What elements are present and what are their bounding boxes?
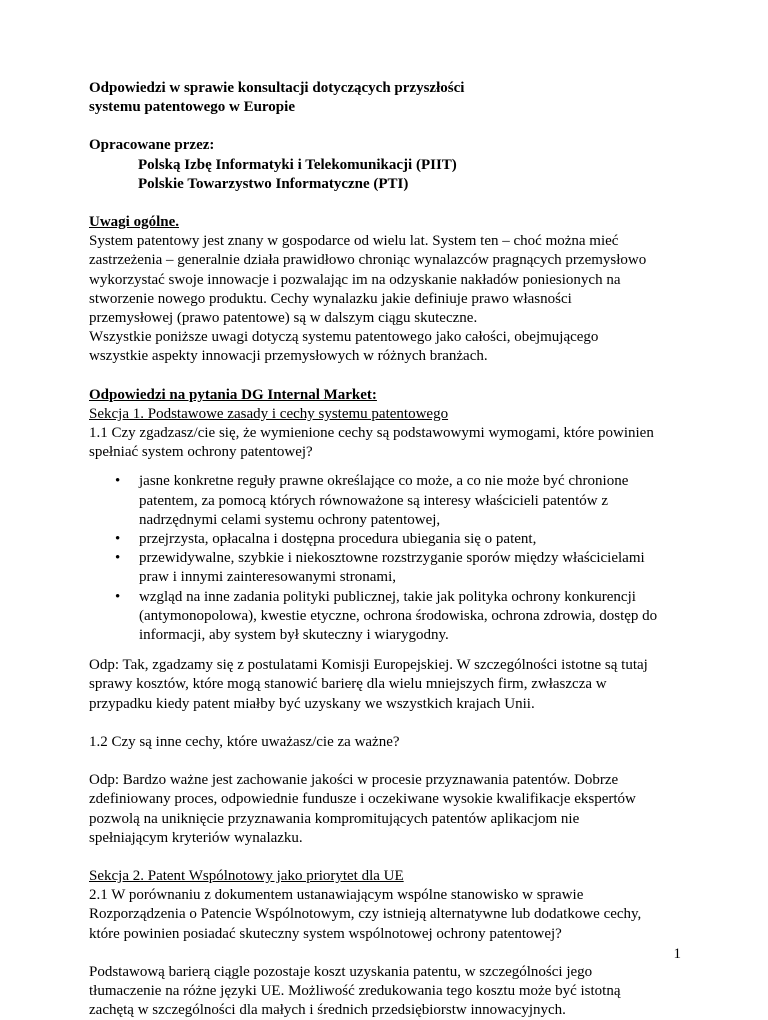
spacer bbox=[89, 714, 689, 733]
text-line: Wszystkie poniższe uwagi dotyczą systemu patentowego jako całości, obejmującego bbox=[89, 329, 599, 346]
question-1-1 bbox=[89, 424, 689, 462]
general-remarks-paragraph bbox=[89, 232, 689, 366]
text-line: spełniać system ochrony patentowej? bbox=[89, 444, 313, 461]
prepared-by-org-pti: Polskie Towarzystwo Informatyczne (PTI) bbox=[138, 175, 409, 192]
text-line: wszystkie aspekty innowacji przemysłowych w różnych branżach. bbox=[89, 348, 488, 365]
question-2-1 bbox=[89, 886, 689, 944]
text-line: zachętą w szczególności dla małych i średnich przedsiębiorstw innowacyjnych. bbox=[89, 1002, 566, 1019]
general-remarks-heading: Uwagi ogólne. bbox=[89, 214, 179, 231]
text-line: System patentowy jest znany w gospodarce od wielu lat. System ten – choć można mieć bbox=[89, 233, 619, 250]
text-line: przypadku kiedy patent miałby być uzyskany we wszystkich krajach Unii. bbox=[89, 695, 535, 712]
spacer bbox=[89, 194, 689, 213]
text-line: 2.1 W porównaniu z dokumentem ustanawiającym wspólne stanowisko w sprawie bbox=[89, 887, 584, 904]
text-line: które powinien posiadać skuteczny system wspólnotowej ochrony patentowej? bbox=[89, 925, 562, 942]
text-line: wykorzystać swoje innowacje i pozwalając im na odzyskanie nakładów poniesionych na bbox=[89, 271, 621, 288]
spacer bbox=[89, 752, 689, 771]
document-body bbox=[89, 79, 689, 1020]
list-item bbox=[89, 472, 689, 530]
text-line: Rozporządzenia o Patencie Wspólnotowym, czy istnieją alternatywne lub dodatkowe cechy, bbox=[89, 906, 642, 923]
text-line: • wzgląd na inne zadania polityki publicznej, takie jak polityka ochrony konkurencji bbox=[139, 588, 636, 605]
prepared-by-org-piit: Polską Izbę Informatyki i Telekomunikacji (PIIT) bbox=[138, 156, 457, 173]
text-line: tłumaczenie na różne języki UE. Możliwość zredukowania tego kosztu może być istotną bbox=[89, 982, 621, 999]
page-number: 1 bbox=[673, 946, 681, 962]
text-line: przemysłowej (prawo patentowe) są w dalszym ciągu skuteczne. bbox=[89, 310, 478, 327]
text-line: zastrzeżenia – generalnie działa prawidłowo chroniąc wynalazców pragnących przemysłowo bbox=[89, 252, 647, 269]
answer-1-2 bbox=[89, 771, 689, 848]
text-line: 1.1 Czy zgadzasz/cie się, że wymienione cechy są podstawowymi wymogami, które powinien bbox=[89, 425, 654, 442]
text-line: praw i innymi zainteresowanymi stronami, bbox=[139, 569, 397, 586]
text-line: patentem, za pomocą których równoważone są interesy właścicieli patentów z bbox=[139, 492, 608, 509]
prepared-by-label: Opracowane przez: bbox=[89, 137, 215, 154]
text-line: • przewidywalne, szybkie i niekosztowne rozstrzyganie sporów między właścicielami bbox=[139, 550, 645, 567]
document-title-line-1: Odpowiedzi w sprawie konsultacji dotyczących przyszłości bbox=[89, 80, 465, 96]
section-2-title: Sekcja 2. Patent Wspólnotowy jako priorytet dla UE bbox=[89, 867, 404, 884]
document-title-line-2: systemu patentowego w Europie bbox=[89, 99, 295, 116]
text-line: sprawy kosztów, które mogą stanowić barierę dla wielu mniejszych firm, zwłaszcza w bbox=[89, 676, 607, 693]
text-line: stworzenie nowego produktu. Cechy wynalazku jakie definiuje prawo własności bbox=[89, 290, 572, 307]
list-item bbox=[89, 549, 689, 587]
text-line: • jasne konkretne reguły prawne określające co może, a co nie może być chronione bbox=[139, 473, 629, 490]
text-line: pozwolą na uniknięcie przyznawania kompromitujących patentów aplikacjom nie bbox=[89, 810, 580, 827]
section-1-title: Sekcja 1. Podstawowe zasady i cechy systemu patentowego bbox=[89, 405, 449, 422]
spacer bbox=[89, 117, 689, 136]
answer-1-1 bbox=[89, 656, 689, 714]
spacer bbox=[89, 367, 689, 386]
question-1-2: 1.2 Czy są inne cechy, które uważasz/cie za ważne? bbox=[89, 733, 400, 750]
spacer bbox=[89, 944, 689, 963]
text-line: • przejrzysta, opłacalna i dostępna procedura ubiegania się o patent, bbox=[139, 531, 537, 548]
text-line: Odp: Bardzo ważne jest zachowanie jakości w procesie przyznawania patentów. Dobrze bbox=[89, 772, 619, 789]
text-line: informacji, aby system był skuteczny i wiarygodny. bbox=[139, 627, 449, 644]
answer-2-1 bbox=[89, 963, 689, 1020]
text-line: Odp: Tak, zgadzamy się z postulatami Komisji Europejskiej. W szczególności istotne są tutaj bbox=[89, 657, 648, 674]
spacer bbox=[89, 848, 689, 867]
text-line: nadrzędnymi celami systemu ochrony patentowej, bbox=[139, 511, 441, 528]
answers-heading: Odpowiedzi na pytania DG Internal Market: bbox=[89, 386, 377, 403]
list-item bbox=[89, 530, 689, 549]
text-line: spełniającym kryteriów wynalazku. bbox=[89, 829, 303, 846]
text-line: (antymonopolowa), kwestie etyczne, ochrona środowiska, ochrona zdrowia, dostęp do bbox=[139, 607, 658, 624]
text-line: zdefiniowany proces, odpowiednie fundusze i oczekiwane wysokie kwalifikacje ekspertów bbox=[89, 791, 636, 808]
text-line: Podstawową barierą ciągle pozostaje koszt uzyskania patentu, w szczególności jego bbox=[89, 963, 593, 980]
requirements-list bbox=[89, 472, 689, 645]
list-item bbox=[89, 588, 689, 646]
